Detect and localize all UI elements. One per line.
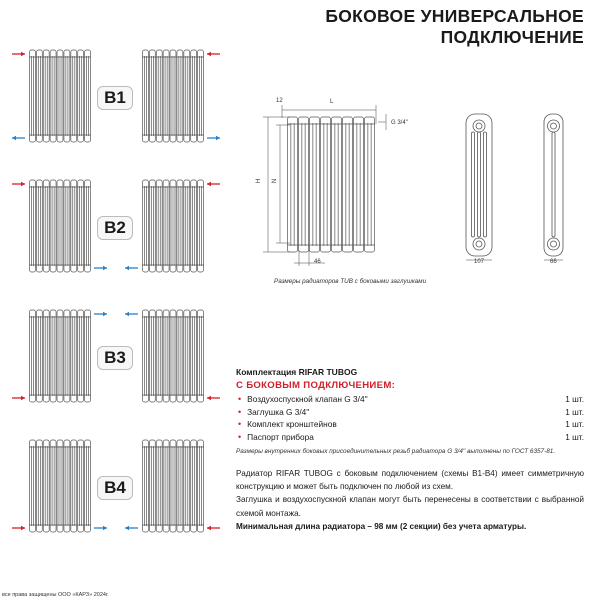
radiator-section xyxy=(354,117,364,252)
return-arrow-icon xyxy=(125,526,138,530)
radiator-section xyxy=(85,440,91,532)
radiator-section xyxy=(78,440,84,532)
radiator-section xyxy=(288,117,298,252)
description-p2: Заглушка и воздухоспускной клапан могут быть перенесены в соответствии с выбранной схемой монтажа. xyxy=(236,495,584,518)
radiator-right-B3 xyxy=(142,310,204,402)
radiator-section xyxy=(149,310,155,402)
radiator-section xyxy=(177,440,183,532)
radiator-section xyxy=(343,117,353,252)
radiator-section xyxy=(299,117,309,252)
arrow-head xyxy=(207,526,211,530)
kit-item xyxy=(236,418,584,431)
radiator-section xyxy=(71,310,77,402)
dim-offset: 12 xyxy=(276,98,283,104)
nipple-icon xyxy=(551,241,557,247)
dim-height: H xyxy=(256,178,263,184)
description xyxy=(236,467,584,533)
radiator-section xyxy=(149,440,155,532)
radiator-section xyxy=(332,117,342,252)
kit-item-name: Паспорт прибора xyxy=(247,431,314,442)
kit-item-name: Комплект кронштейнов xyxy=(247,419,337,430)
arrow-head xyxy=(21,396,25,400)
radiator-section xyxy=(78,310,84,402)
radiator-section xyxy=(191,310,197,402)
scheme-badge-b4: B4 xyxy=(97,476,133,500)
dim-length: L xyxy=(330,99,334,105)
kit-item xyxy=(236,431,584,444)
copyright: все права защищены ООО «КАРЗ» 2024г. xyxy=(2,592,109,598)
arrow-head xyxy=(207,396,211,400)
kit-item-qty: 1 шт. xyxy=(565,419,584,430)
scheme-badge-b1: B1 xyxy=(97,86,133,110)
arrow-head xyxy=(125,526,129,530)
dim-section: 46 xyxy=(314,259,321,265)
side-view-tube xyxy=(484,132,487,237)
title-line-1: БОКОВОЕ УНИВЕРСАЛЬНОЕ xyxy=(325,6,584,26)
bullet-icon: • xyxy=(238,419,242,430)
description-p1: Радиатор RIFAR TUBOG с боковым подключением (схемы B1-B4) имеет симметричную конструкцию и может быть подключен по любой из схем. xyxy=(236,469,584,492)
radiator-section xyxy=(198,310,204,402)
title-line-2: ПОДКЛЮЧЕНИЕ xyxy=(440,27,584,47)
radiator-right-B4 xyxy=(142,440,204,532)
arrow-head xyxy=(125,312,129,316)
radiator-section xyxy=(365,117,375,252)
side-view-2-column xyxy=(544,114,563,256)
dim-depth-2col: 66 xyxy=(550,259,557,265)
side-view-tube xyxy=(478,132,481,237)
radiator-section xyxy=(163,310,169,402)
radiator-section xyxy=(143,310,149,402)
return-arrow-icon xyxy=(94,526,107,530)
kit-item xyxy=(236,393,584,406)
radiator-section xyxy=(321,117,331,252)
radiator-section xyxy=(30,440,36,532)
supply-arrow-icon xyxy=(12,396,25,400)
arrow-head xyxy=(21,526,25,530)
radiator-section xyxy=(71,440,77,532)
radiator-section xyxy=(170,440,176,532)
radiator-section xyxy=(30,310,36,402)
return-arrow-icon xyxy=(94,312,107,316)
nipple-icon xyxy=(476,241,482,247)
dim-axis: N xyxy=(272,178,279,184)
kit-item-qty: 1 шт. xyxy=(565,394,584,405)
radiator-section xyxy=(43,440,49,532)
side-view-3-column xyxy=(466,114,492,256)
arrow-head xyxy=(103,526,107,530)
drawing-caption: Размеры радиаторов TUB с боковыми заглушками xyxy=(274,278,427,285)
kit-item-qty: 1 шт. xyxy=(565,431,584,442)
radiator-section xyxy=(36,440,42,532)
radiator-section xyxy=(85,310,91,402)
radiator-left-B3 xyxy=(29,310,91,402)
radiator-section xyxy=(310,117,320,252)
kit-item xyxy=(236,406,584,419)
supply-arrow-icon xyxy=(207,396,220,400)
radiator-section xyxy=(170,310,176,402)
radiator-section xyxy=(184,440,190,532)
side-view-tube xyxy=(472,132,475,237)
bullet-icon: • xyxy=(238,431,242,442)
radiator-section xyxy=(184,310,190,402)
nipple-icon xyxy=(551,123,557,129)
radiator-section xyxy=(163,440,169,532)
radiator-front-view xyxy=(287,117,375,252)
side-view-tube xyxy=(552,132,555,237)
scheme-badge-b2: B2 xyxy=(97,216,133,240)
dim-thread: G 3/4'' xyxy=(391,120,408,126)
kit-heading: Комплектация RIFAR TUBOG xyxy=(236,367,358,377)
radiator-section xyxy=(57,440,63,532)
arrow-head xyxy=(103,312,107,316)
radiator-section xyxy=(191,440,197,532)
kit-section xyxy=(236,367,584,455)
radiator-section xyxy=(36,310,42,402)
scheme-badge-b3: B3 xyxy=(97,346,133,370)
bullet-icon: • xyxy=(238,406,242,417)
radiator-section xyxy=(156,310,162,402)
radiator-section xyxy=(43,310,49,402)
radiator-section xyxy=(177,310,183,402)
radiator-section xyxy=(57,310,63,402)
radiator-section xyxy=(143,440,149,532)
radiator-left-B4 xyxy=(29,440,91,532)
supply-arrow-icon xyxy=(12,526,25,530)
radiator-section xyxy=(64,440,70,532)
radiator-section xyxy=(198,440,204,532)
nipple-icon xyxy=(476,123,482,129)
radiator-section xyxy=(50,310,56,402)
supply-arrow-icon xyxy=(207,526,220,530)
kit-note: Размеры внутренних боковых присоединительных резьб радиатора G 3/4'' выполнены по ГОСТ 6357-81. xyxy=(236,448,556,455)
kit-item-name: Воздухоспускной клапан G 3/4'' xyxy=(247,394,368,405)
return-arrow-icon xyxy=(125,312,138,316)
kit-item-qty: 1 шт. xyxy=(565,406,584,417)
radiator-section xyxy=(50,440,56,532)
kit-item-name: Заглушка G 3/4'' xyxy=(247,406,310,417)
description-p3: Минимальная длина радиатора – 98 мм (2 секции) без учета арматуры. xyxy=(236,521,527,531)
radiator-section xyxy=(156,440,162,532)
radiator-section xyxy=(64,310,70,402)
bullet-icon: • xyxy=(238,394,242,405)
kit-subheading: С БОКОВЫМ ПОДКЛЮЧЕНИЕМ: xyxy=(236,380,396,391)
dim-depth-3col: 107 xyxy=(474,259,485,265)
